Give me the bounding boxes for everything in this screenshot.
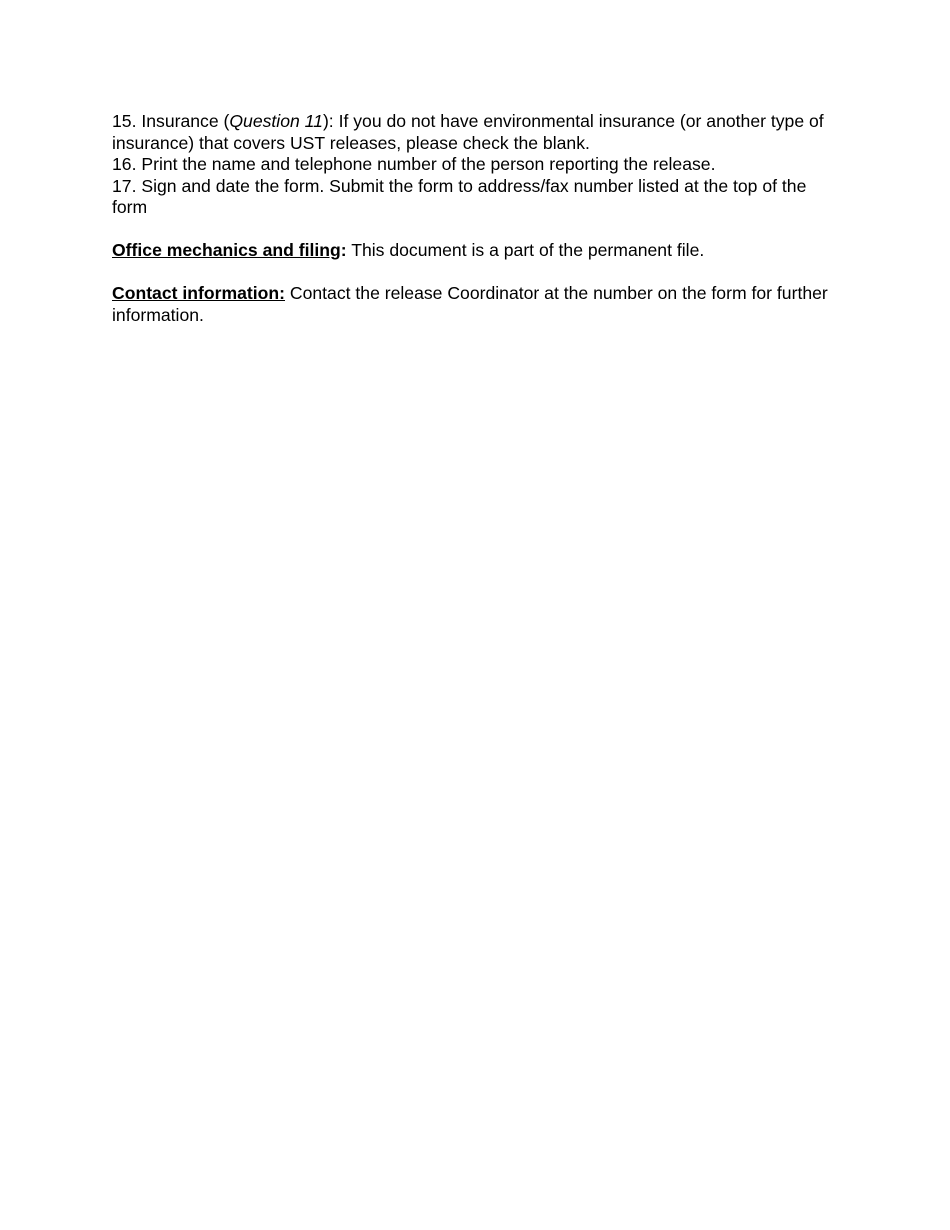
instruction-item-16: 16. Print the name and telephone number of the person reporting the release. — [112, 154, 716, 174]
contact-information-text: Contact the release Coordinator at the number on the form for further information. — [112, 283, 828, 325]
item-15-question-ref: Question 11 — [229, 111, 323, 131]
office-mechanics-text: This document is a part of the permanent file. — [346, 240, 705, 260]
document-page — [112, 111, 832, 326]
item-15-prefix: 15. Insurance ( — [112, 111, 230, 131]
contact-information-paragraph — [112, 283, 832, 326]
office-mechanics-colon: : — [340, 240, 347, 260]
paragraph-spacer — [112, 219, 832, 241]
contact-information-heading: Contact information: — [112, 283, 285, 303]
office-mechanics-paragraph — [112, 240, 832, 262]
item-15-text: ): If you do not have environmental insurance (or another type of insurance) that covers UST releases, please check the blank. — [112, 111, 824, 153]
instruction-item-17: 17. Sign and date the form. Submit the form to address/fax number listed at the top of the form — [112, 175, 807, 217]
instruction-item-15 — [112, 111, 832, 154]
paragraph-spacer — [112, 262, 832, 284]
office-mechanics-heading: Office mechanics and filing — [112, 240, 341, 260]
